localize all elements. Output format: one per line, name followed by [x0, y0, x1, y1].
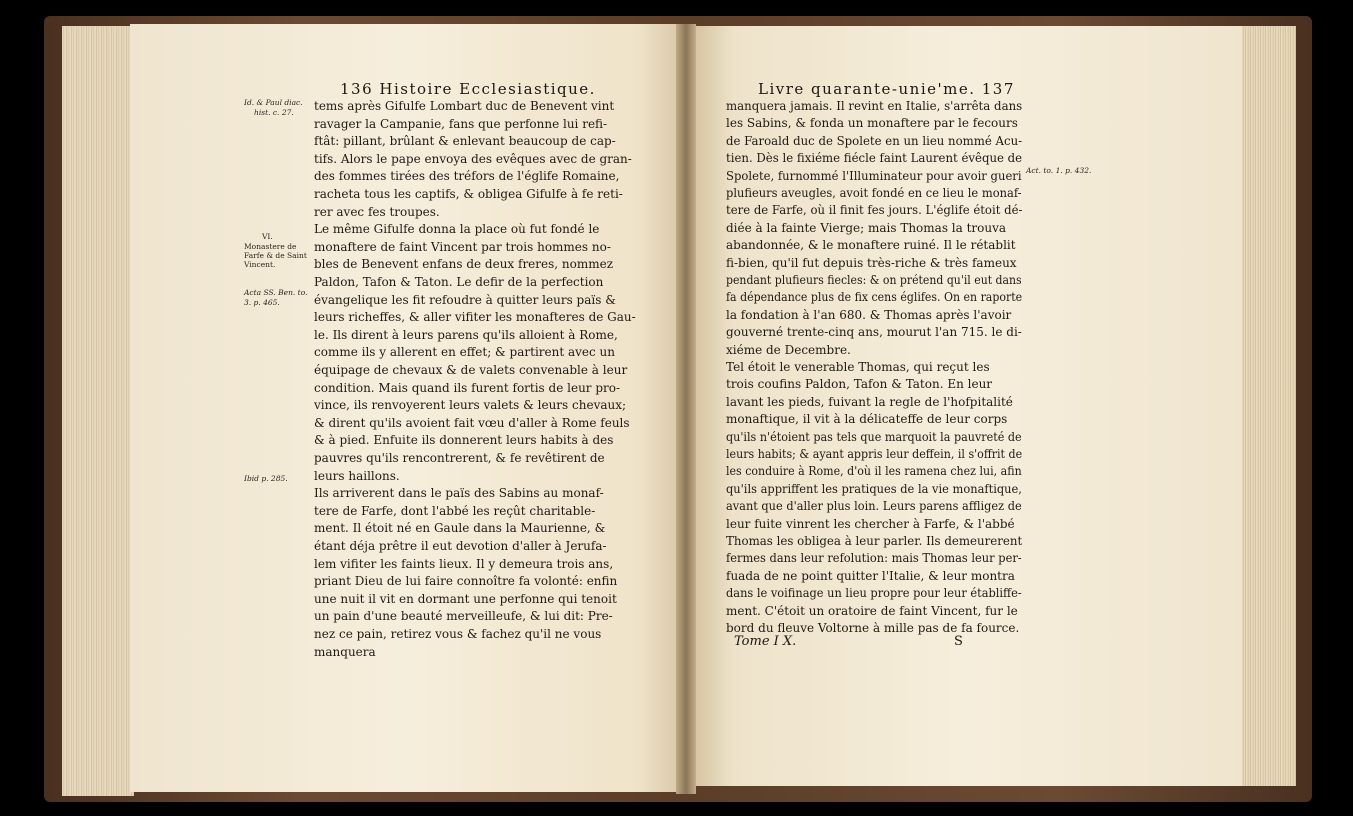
text-line: les Sabins, & fonda un monaftere par le fecours — [726, 116, 1018, 131]
margin-note: Id. & Paul diac. — [244, 98, 303, 107]
text-line: trois coufins Paldon, Tafon & Taton. En leur — [726, 377, 993, 392]
text-line: leur fuite vinrent les chercher à Farfe, & l'abbé — [726, 516, 1015, 531]
text-line: xiéme de Decembre. — [726, 342, 851, 357]
text-line: leurs richeffes, & aller vifiter les monafteres de Gau- — [314, 310, 636, 325]
text-line: fi-bien, qu'il fut depuis très-riche & très fameux — [726, 255, 1017, 270]
text-line: leurs habits; & ayant appris leur deffein, il s'offrit de — [726, 447, 1023, 461]
text-line: racheta tous les captifs, & obligea Gifulfe à fe reti- — [314, 187, 623, 201]
text-line: des fommes tirées des tréfors de l'églife Romaine, — [314, 169, 620, 184]
text-line: abandonnée, & le monaftere ruiné. Il le rétablit — [726, 238, 1016, 253]
text-line: ravager la Campanie, fans que perfonne lui refi- — [314, 116, 608, 131]
text-line: ftât: pillant, brûlant & enlevant beaucoup de cap- — [314, 134, 616, 149]
margin-note: Farfe & de Saint — [244, 251, 307, 260]
text-line: nez ce pain, retirez vous & fachez qu'il ne vous — [314, 627, 602, 641]
text-line: Le même Gifulfe donna la place où fut fondé le — [314, 222, 600, 237]
text-line: bles de Benevent enfans de deux freres, nommez — [314, 257, 614, 272]
text-line: une nuit il vit en dormant une perfonne qui tenoit — [314, 591, 617, 606]
text-line: priant Dieu de lui faire connoître fa volonté: enfin — [314, 574, 618, 589]
volume-signature: Tome I X. — [734, 634, 797, 649]
text-line: tifs. Alors le pape envoya des evêques avec de gran- — [314, 151, 632, 166]
text-line: évangelique les fit refoudre à quitter leurs païs & — [314, 292, 616, 307]
text-line: monaftere de faint Vincent par trois hommes no- — [314, 239, 611, 254]
text-line: avant que d'aller plus loin. Leurs parens affligez de — [726, 499, 1022, 514]
text-line: rer avec fes troupes. — [314, 204, 440, 219]
text-line: fa dépendance plus de fix cens églifes. On en raporte — [726, 290, 1023, 305]
text-line: pauvres qu'ils rencontrerent, & fe revêtirent de — [314, 451, 605, 465]
text-line: leurs haillons. — [314, 468, 400, 483]
right-page-edges — [1240, 26, 1296, 786]
margin-note: 3. p. 465. — [244, 298, 280, 307]
text-line: tere de Farfe, dont l'abbé les reçût charitable- — [314, 503, 596, 518]
text-line: dans le voifinage un lieu propre pour leur établiffe- — [726, 586, 1022, 601]
margin-note: Monastere de — [244, 242, 297, 251]
text-line: lem vifiter les faints lieux. Il y demeura trois ans, — [314, 556, 614, 571]
text-line: fuada de ne point quitter l'Italie, & leur montra — [726, 568, 1015, 583]
text-line: Spolete, furnommé l'Illuminateur pour avoir gueri — [726, 168, 1022, 183]
text-line: équipage de chevaux & de valets convenable à leur — [314, 363, 628, 377]
text-line: & à pied. Enfuite ils donnerent leurs habits à des — [314, 433, 614, 448]
margin-note: Ibid p. 285. — [244, 474, 288, 483]
text-line: fermes dans leur refolution: mais Thomas leur per- — [726, 551, 1022, 566]
text-line: de Faroald duc de Spolete en un lieu nommé Acu- — [726, 133, 1023, 148]
margin-note: Acta SS. Ben. to. — [244, 288, 308, 297]
text-line: Ils arriverent dans le païs des Sabins au monaf- — [314, 486, 604, 501]
text-line: étant déja prêtre il eut devotion d'aller à Jerufa- — [314, 539, 607, 553]
left-page-edges — [62, 26, 134, 796]
gathering-signature: S — [954, 634, 963, 649]
text-line: plufieurs aveugles, avoit fondé en ce lieu le monaf- — [726, 186, 1022, 200]
text-line: Thomas les obligea à leur parler. Ils demeurerent — [726, 534, 1023, 548]
text-line: condition. Mais quand ils furent fortis de leur pro- — [314, 380, 621, 395]
text-line: un pain d'une beauté merveilleufe, & lui dit: Pre- — [314, 609, 613, 624]
text-line: le. Ils dirent à leurs parens qu'ils alloient à Rome, — [314, 327, 618, 342]
text-line: gouverné trente-cinq ans, mourut l'an 715. le di- — [726, 325, 1022, 340]
text-line: qu'ils appriffent les pratiques de la vie monaftique, — [726, 481, 1022, 496]
text-line: tere de Farfe, où il finit fes jours. L'églife étoit dé- — [726, 203, 1023, 218]
text-line: tems après Gifulfe Lombart duc de Benevent vint — [314, 99, 615, 113]
book-gutter — [676, 24, 696, 794]
text-line: monaftique, il vit à la délicateffe de leur corps — [726, 412, 1008, 427]
text-line: qu'ils n'étoient pas tels que marquoit la pauvreté de — [726, 429, 1022, 444]
margin-note: hist. c. 27. — [254, 108, 294, 117]
text-line: pendant plufieurs fiecles: & on prétend qu'il eut dans — [726, 273, 1022, 287]
margin-note: Act. to. 1. p. 432. — [1026, 166, 1092, 175]
text-line: manquera jamais. Il revint en Italie, s'arrêta dans — [726, 99, 1023, 113]
text-line: lavant les pieds, fuivant la regle de l'hofpitalité — [726, 394, 1013, 409]
text-line: ment. C'étoit un oratoire de faint Vincent, fur le — [726, 603, 1018, 618]
text-line: vince, ils renvoyerent leurs valets & leurs chevaux; — [314, 398, 627, 413]
text-line: bord du fleuve Voltorne à mille pas de fa fource. — [726, 621, 1020, 635]
text-line: diée à la fainte Vierge; mais Thomas la trouva — [726, 220, 1007, 235]
text-line: les conduire à Rome, d'où il les ramena chez lui, afin — [726, 464, 1022, 479]
margin-note: VI. — [262, 232, 273, 241]
left-running-header: 136 Histoire Ecclesiastique. — [340, 80, 596, 98]
text-line: comme ils y allerent en effet; & partirent avec un — [314, 345, 616, 360]
text-line: la fondation à l'an 680. & Thomas après l'avoir — [726, 307, 1012, 322]
text-line: Paldon, Tafon & Taton. Le defir de la perfection — [314, 275, 604, 289]
text-line: & dirent qu'ils avoient fait vœu d'aller à Rome feuls — [314, 415, 630, 430]
text-line: manquera — [314, 644, 376, 659]
margin-note: Vincent. — [244, 260, 276, 269]
right-running-header: Livre quarante-unie'me. 137 — [758, 80, 1015, 98]
text-line: ment. Il étoit né en Gaule dans la Maurienne, & — [314, 521, 606, 536]
text-line: Tel étoit le venerable Thomas, qui reçut les — [726, 360, 990, 374]
text-line: tien. Dès le fixiéme fiécle faint Laurent évêque de — [726, 151, 1023, 166]
